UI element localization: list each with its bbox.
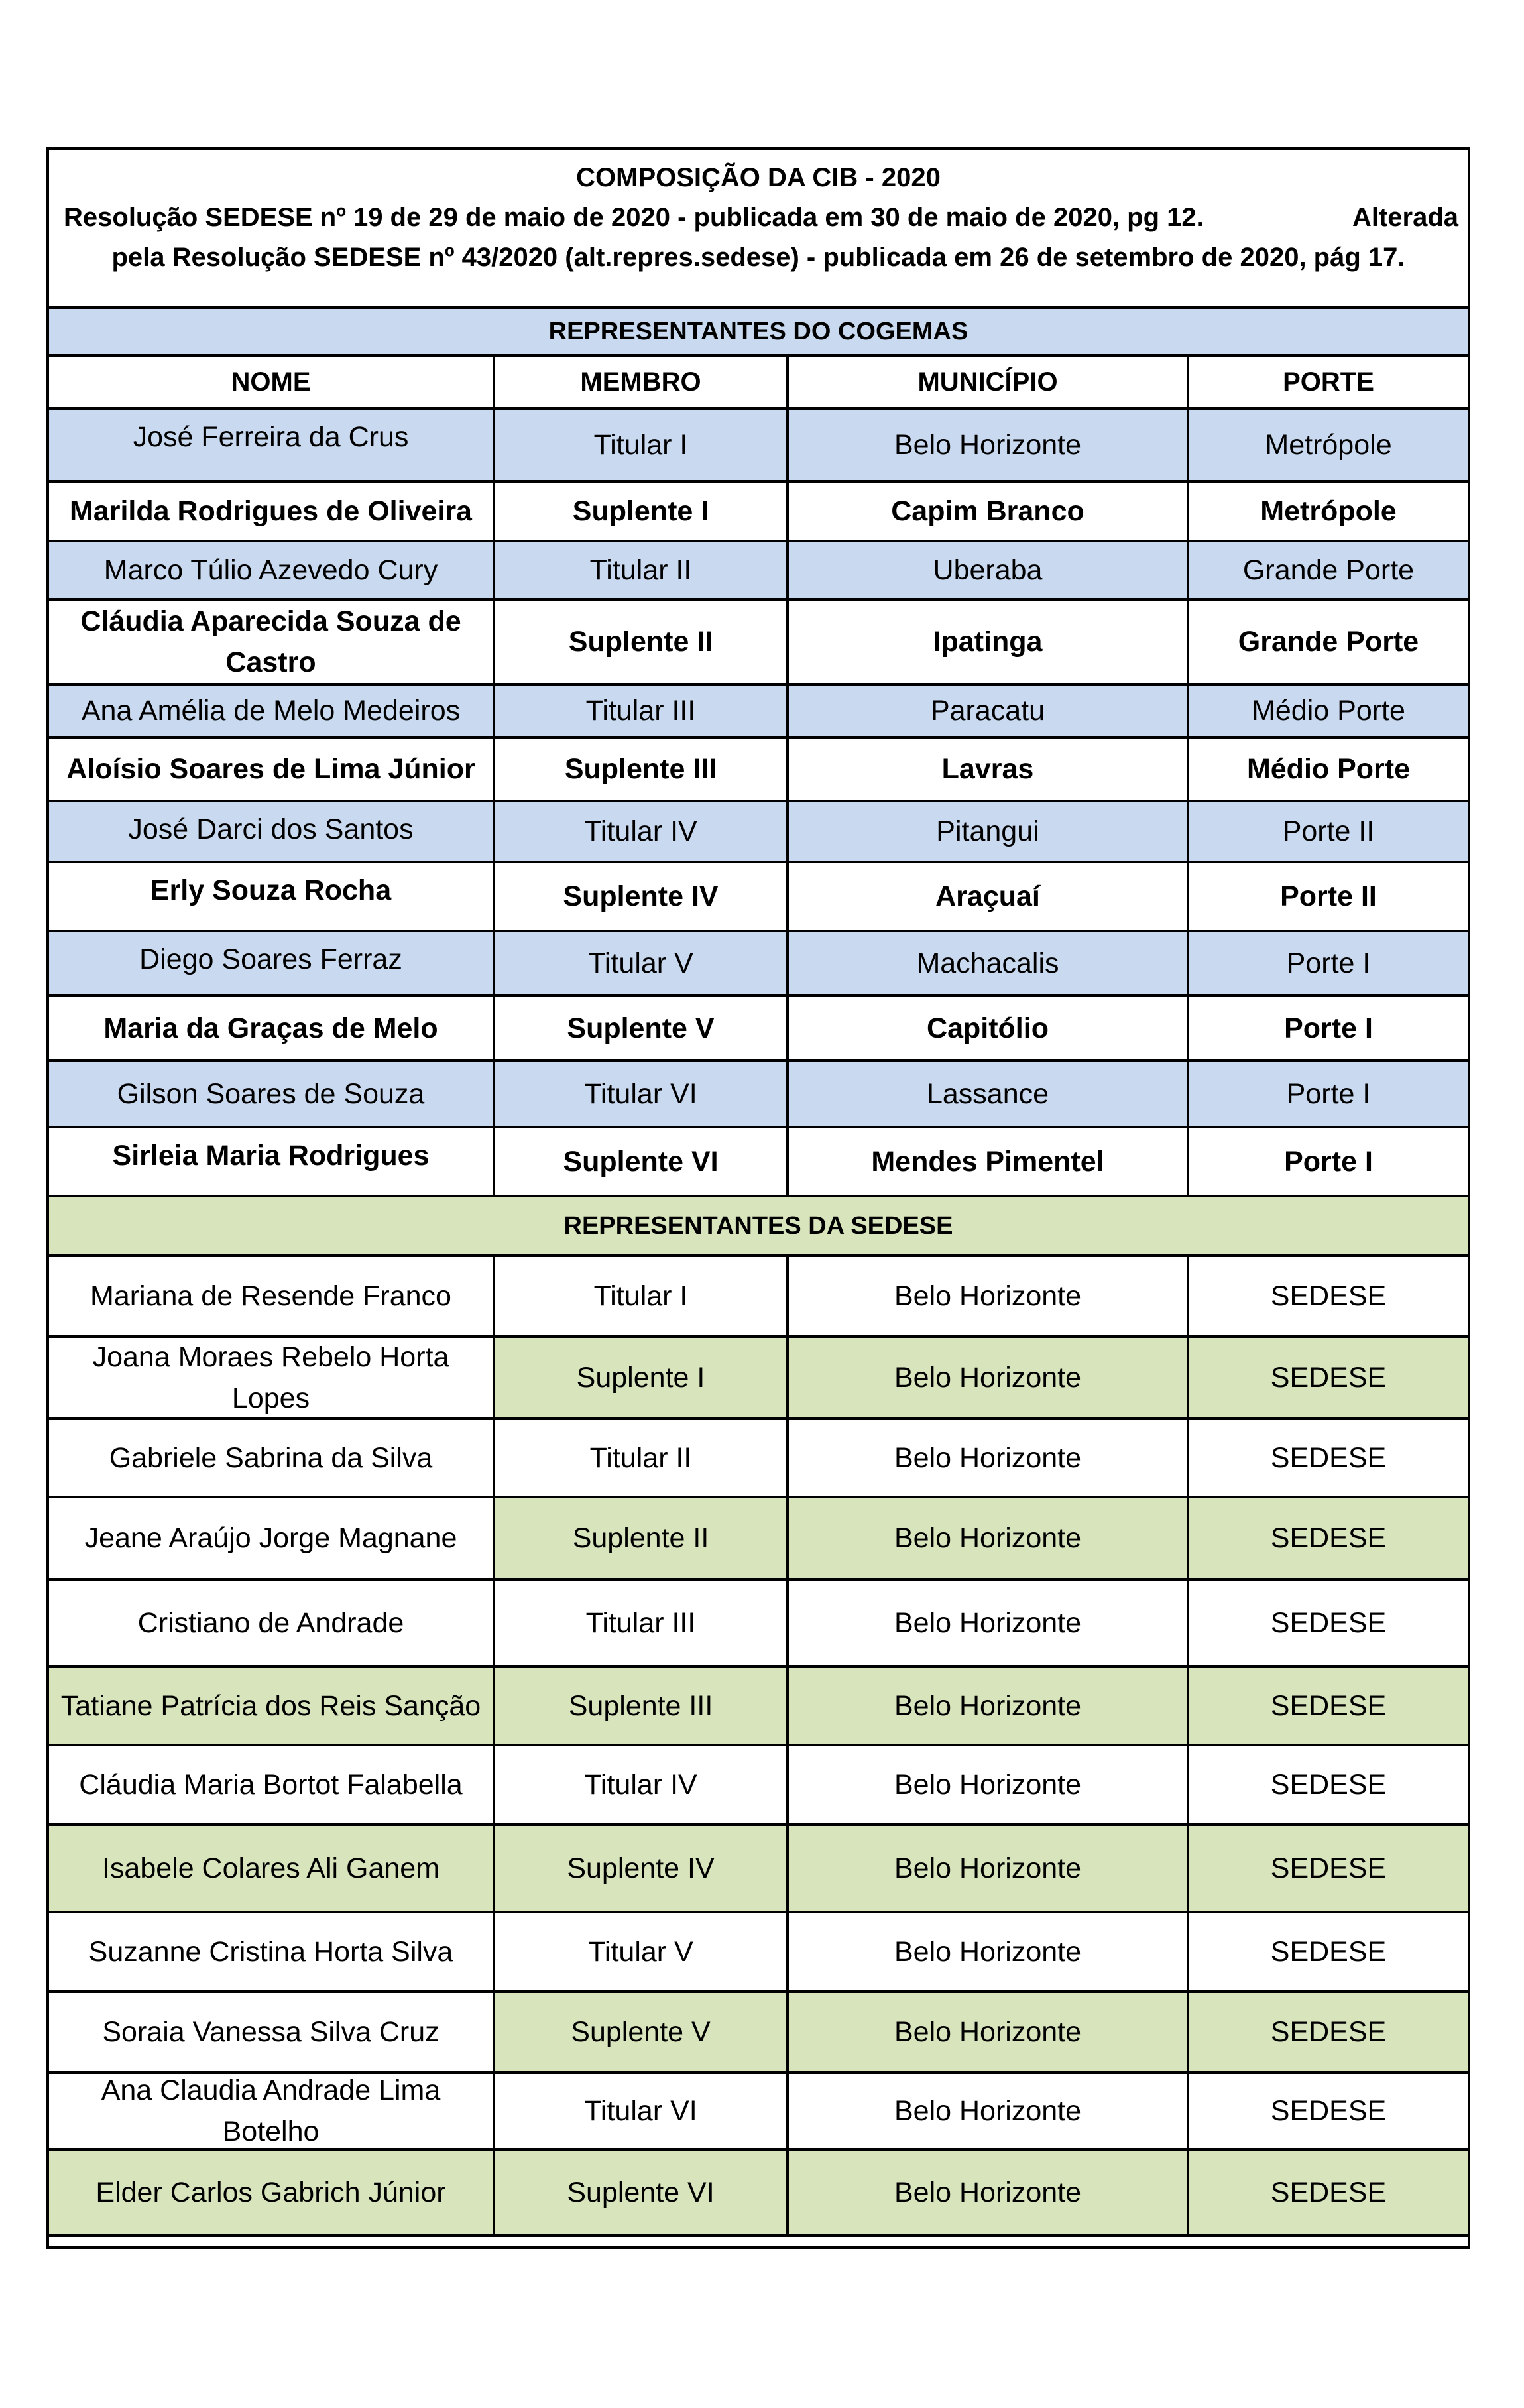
municipality-cell: Paracatu	[789, 686, 1189, 736]
member-cell: Suplente IV	[495, 863, 789, 930]
name-cell: Cristiano de Andrade	[49, 1581, 495, 1665]
name-cell: Gabriele Sabrina da Silva	[49, 1420, 495, 1496]
document-title: COMPOSIÇÃO DA CIB - 2020	[576, 163, 941, 192]
municipality-cell: Belo Horizonte	[789, 1746, 1189, 1823]
name-cell: Soraia Vanessa Silva Cruz	[49, 1993, 495, 2071]
name-cell: Maria da Graças de Melo	[49, 997, 495, 1059]
table-row	[49, 802, 1468, 863]
table-row	[49, 483, 1468, 542]
table-row	[49, 863, 1468, 932]
size-cell: Porte II	[1280, 880, 1377, 912]
table-row	[49, 739, 1468, 802]
municipality-cell: Uberaba	[789, 542, 1189, 598]
municipality-cell: Belo Horizonte	[789, 1498, 1189, 1578]
size-cell: Grande Porte	[1189, 542, 1468, 598]
name-cell: Mariana de Resende Franco	[49, 1257, 495, 1335]
municipality-cell: Machacalis	[789, 932, 1189, 994]
table-row	[49, 1668, 1468, 1746]
member-cell: Suplente III	[495, 739, 789, 800]
member-cell: Suplente V	[495, 1993, 789, 2071]
section-title-sedese: REPRESENTANTES DA SEDESE	[49, 1197, 1468, 1257]
size-cell: SEDESE	[1270, 1607, 1387, 1639]
table-row	[49, 1062, 1468, 1128]
table-row	[49, 1338, 1468, 1420]
municipality-cell: Belo Horizonte	[789, 1826, 1189, 1911]
member-cell: Titular VI	[495, 2074, 789, 2148]
resolution-line	[49, 198, 1468, 237]
member-cell: Titular V	[495, 932, 789, 994]
member-cell: Suplente V	[495, 997, 789, 1059]
municipality-cell: Belo Horizonte	[789, 1581, 1189, 1665]
member-cell: Titular II	[495, 1420, 789, 1496]
member-cell: Titular III	[495, 1581, 789, 1665]
member-cell: Titular III	[495, 686, 789, 736]
municipality-cell: Belo Horizonte	[789, 2151, 1189, 2234]
size-cell: Médio Porte	[1189, 686, 1468, 736]
column-header: MUNICÍPIO	[789, 357, 1189, 407]
name-cell: José Ferreira da Crus	[49, 410, 495, 480]
municipality-cell: Lavras	[789, 739, 1189, 800]
amendment-line: pela Resolução SEDESE nº 43/2020 (alt.repres.sedese) - publicada em 26 de setembro de 2020, pág 17.	[111, 243, 1405, 272]
member-cell: Suplente II	[495, 1498, 789, 1578]
member-cell: Titular IV	[495, 802, 789, 861]
size-cell: Porte I	[1189, 1062, 1468, 1126]
name-cell: Sirleia Maria Rodrigues	[49, 1128, 495, 1195]
name-cell: Isabele Colares Ali Ganem	[49, 1826, 495, 1911]
name-cell: Gilson Soares de Souza	[49, 1062, 495, 1126]
member-cell: Suplente II	[495, 601, 789, 683]
table-row	[49, 1913, 1468, 1993]
table-row	[49, 1257, 1468, 1338]
column-header: MEMBRO	[495, 357, 789, 407]
resolution-text: Resolução SEDESE nº 19 de 29 de maio de 2020 - publicada em 30 de maio de 2020, pg 12.	[64, 203, 1204, 232]
size-cell: Médio Porte	[1246, 753, 1411, 785]
member-cell: Titular VI	[495, 1062, 789, 1126]
member-cell: Suplente III	[495, 1668, 789, 1744]
table-row	[49, 1746, 1468, 1826]
municipality-cell: Capitólio	[789, 997, 1189, 1059]
size-cell: SEDESE	[1270, 1442, 1387, 1474]
municipality-cell: Belo Horizonte	[789, 1420, 1189, 1496]
size-cell: SEDESE	[1189, 1338, 1468, 1417]
member-cell: Suplente VI	[495, 2151, 789, 2234]
name-cell: Diego Soares Ferraz	[49, 932, 495, 994]
table-row	[49, 410, 1468, 483]
size-cell: Porte I	[1284, 1012, 1373, 1044]
size-cell: SEDESE	[1189, 2151, 1468, 2234]
amended-label: Alterada	[1352, 203, 1458, 232]
table-row	[49, 542, 1468, 601]
table-row	[49, 1826, 1468, 1913]
size-cell: Grande Porte	[1238, 626, 1419, 658]
size-cell: Porte II	[1189, 802, 1468, 861]
member-cell: Suplente I	[495, 1338, 789, 1417]
municipality-cell: Pitangui	[789, 802, 1189, 861]
size-cell: SEDESE	[1189, 1826, 1468, 1911]
municipality-cell: Belo Horizonte	[789, 1913, 1189, 1990]
member-cell: Titular I	[495, 1257, 789, 1335]
size-cell: SEDESE	[1270, 2095, 1387, 2127]
member-cell: Titular II	[495, 542, 789, 598]
municipality-cell: Mendes Pimentel	[789, 1128, 1189, 1195]
name-cell: Jeane Araújo Jorge Magnane	[49, 1498, 495, 1578]
table-row	[49, 1498, 1468, 1581]
table-row	[49, 1581, 1468, 1668]
cib-composition-table	[46, 147, 1470, 2249]
member-cell: Titular I	[495, 410, 789, 480]
table-row	[49, 601, 1468, 686]
size-cell: Porte I	[1189, 932, 1468, 994]
name-cell: Marco Túlio Azevedo Cury	[49, 542, 495, 598]
member-cell: Suplente I	[495, 483, 789, 540]
size-cell: Metrópole	[1260, 495, 1397, 527]
size-cell: SEDESE	[1189, 1498, 1468, 1578]
table-row	[49, 2074, 1468, 2151]
member-cell: Titular V	[495, 1913, 789, 1990]
municipality-cell: Belo Horizonte	[789, 2074, 1189, 2148]
municipality-cell: Belo Horizonte	[789, 1668, 1189, 1744]
municipality-cell: Belo Horizonte	[789, 1257, 1189, 1335]
table-row	[49, 2151, 1468, 2237]
table-row	[49, 997, 1468, 1062]
table-row	[49, 686, 1468, 739]
document-header	[49, 150, 1468, 309]
size-cell: SEDESE	[1270, 1769, 1387, 1801]
name-cell: José Darci dos Santos	[49, 802, 495, 861]
size-cell: SEDESE	[1270, 1936, 1387, 1968]
name-cell: Aloísio Soares de Lima Júnior	[49, 739, 495, 800]
municipality-cell: Capim Branco	[789, 483, 1189, 540]
section-title-cogemas: REPRESENTANTES DO COGEMAS	[49, 309, 1468, 357]
municipality-cell: Lassance	[789, 1062, 1189, 1126]
name-cell: Cláudia Maria Bortot Falabella	[49, 1746, 495, 1823]
municipality-cell: Belo Horizonte	[789, 410, 1189, 480]
name-cell: Tatiane Patrícia dos Reis Sanção	[49, 1668, 495, 1744]
name-cell: Ana Amélia de Melo Medeiros	[49, 686, 495, 736]
column-header-row	[49, 357, 1468, 410]
name-cell: Erly Souza Rocha	[49, 863, 495, 930]
size-cell: SEDESE	[1189, 1993, 1468, 2071]
size-cell: SEDESE	[1270, 1280, 1387, 1312]
member-cell: Suplente IV	[495, 1826, 789, 1911]
table-row	[49, 1993, 1468, 2074]
name-cell: Joana Moraes Rebelo Horta Lopes	[49, 1338, 495, 1417]
municipality-cell: Araçuaí	[789, 863, 1189, 930]
municipality-cell: Belo Horizonte	[789, 1338, 1189, 1417]
name-cell: Marilda Rodrigues de Oliveira	[49, 483, 495, 540]
name-cell: Elder Carlos Gabrich Júnior	[49, 2151, 495, 2234]
name-cell: Cláudia Aparecida Souza de Castro	[49, 601, 495, 683]
table-row	[49, 932, 1468, 997]
column-header: PORTE	[1283, 367, 1374, 396]
column-header: NOME	[49, 357, 495, 407]
size-cell: SEDESE	[1189, 1668, 1468, 1744]
name-cell: Ana Claudia Andrade Lima Botelho	[49, 2074, 495, 2148]
size-cell: Porte I	[1284, 1146, 1373, 1177]
member-cell: Titular IV	[495, 1746, 789, 1823]
size-cell: Metrópole	[1189, 410, 1468, 480]
member-cell: Suplente VI	[495, 1128, 789, 1195]
table-row	[49, 1420, 1468, 1498]
municipality-cell: Belo Horizonte	[789, 1993, 1189, 2071]
name-cell: Suzanne Cristina Horta Silva	[49, 1913, 495, 1990]
table-row	[49, 1128, 1468, 1197]
municipality-cell: Ipatinga	[789, 601, 1189, 683]
